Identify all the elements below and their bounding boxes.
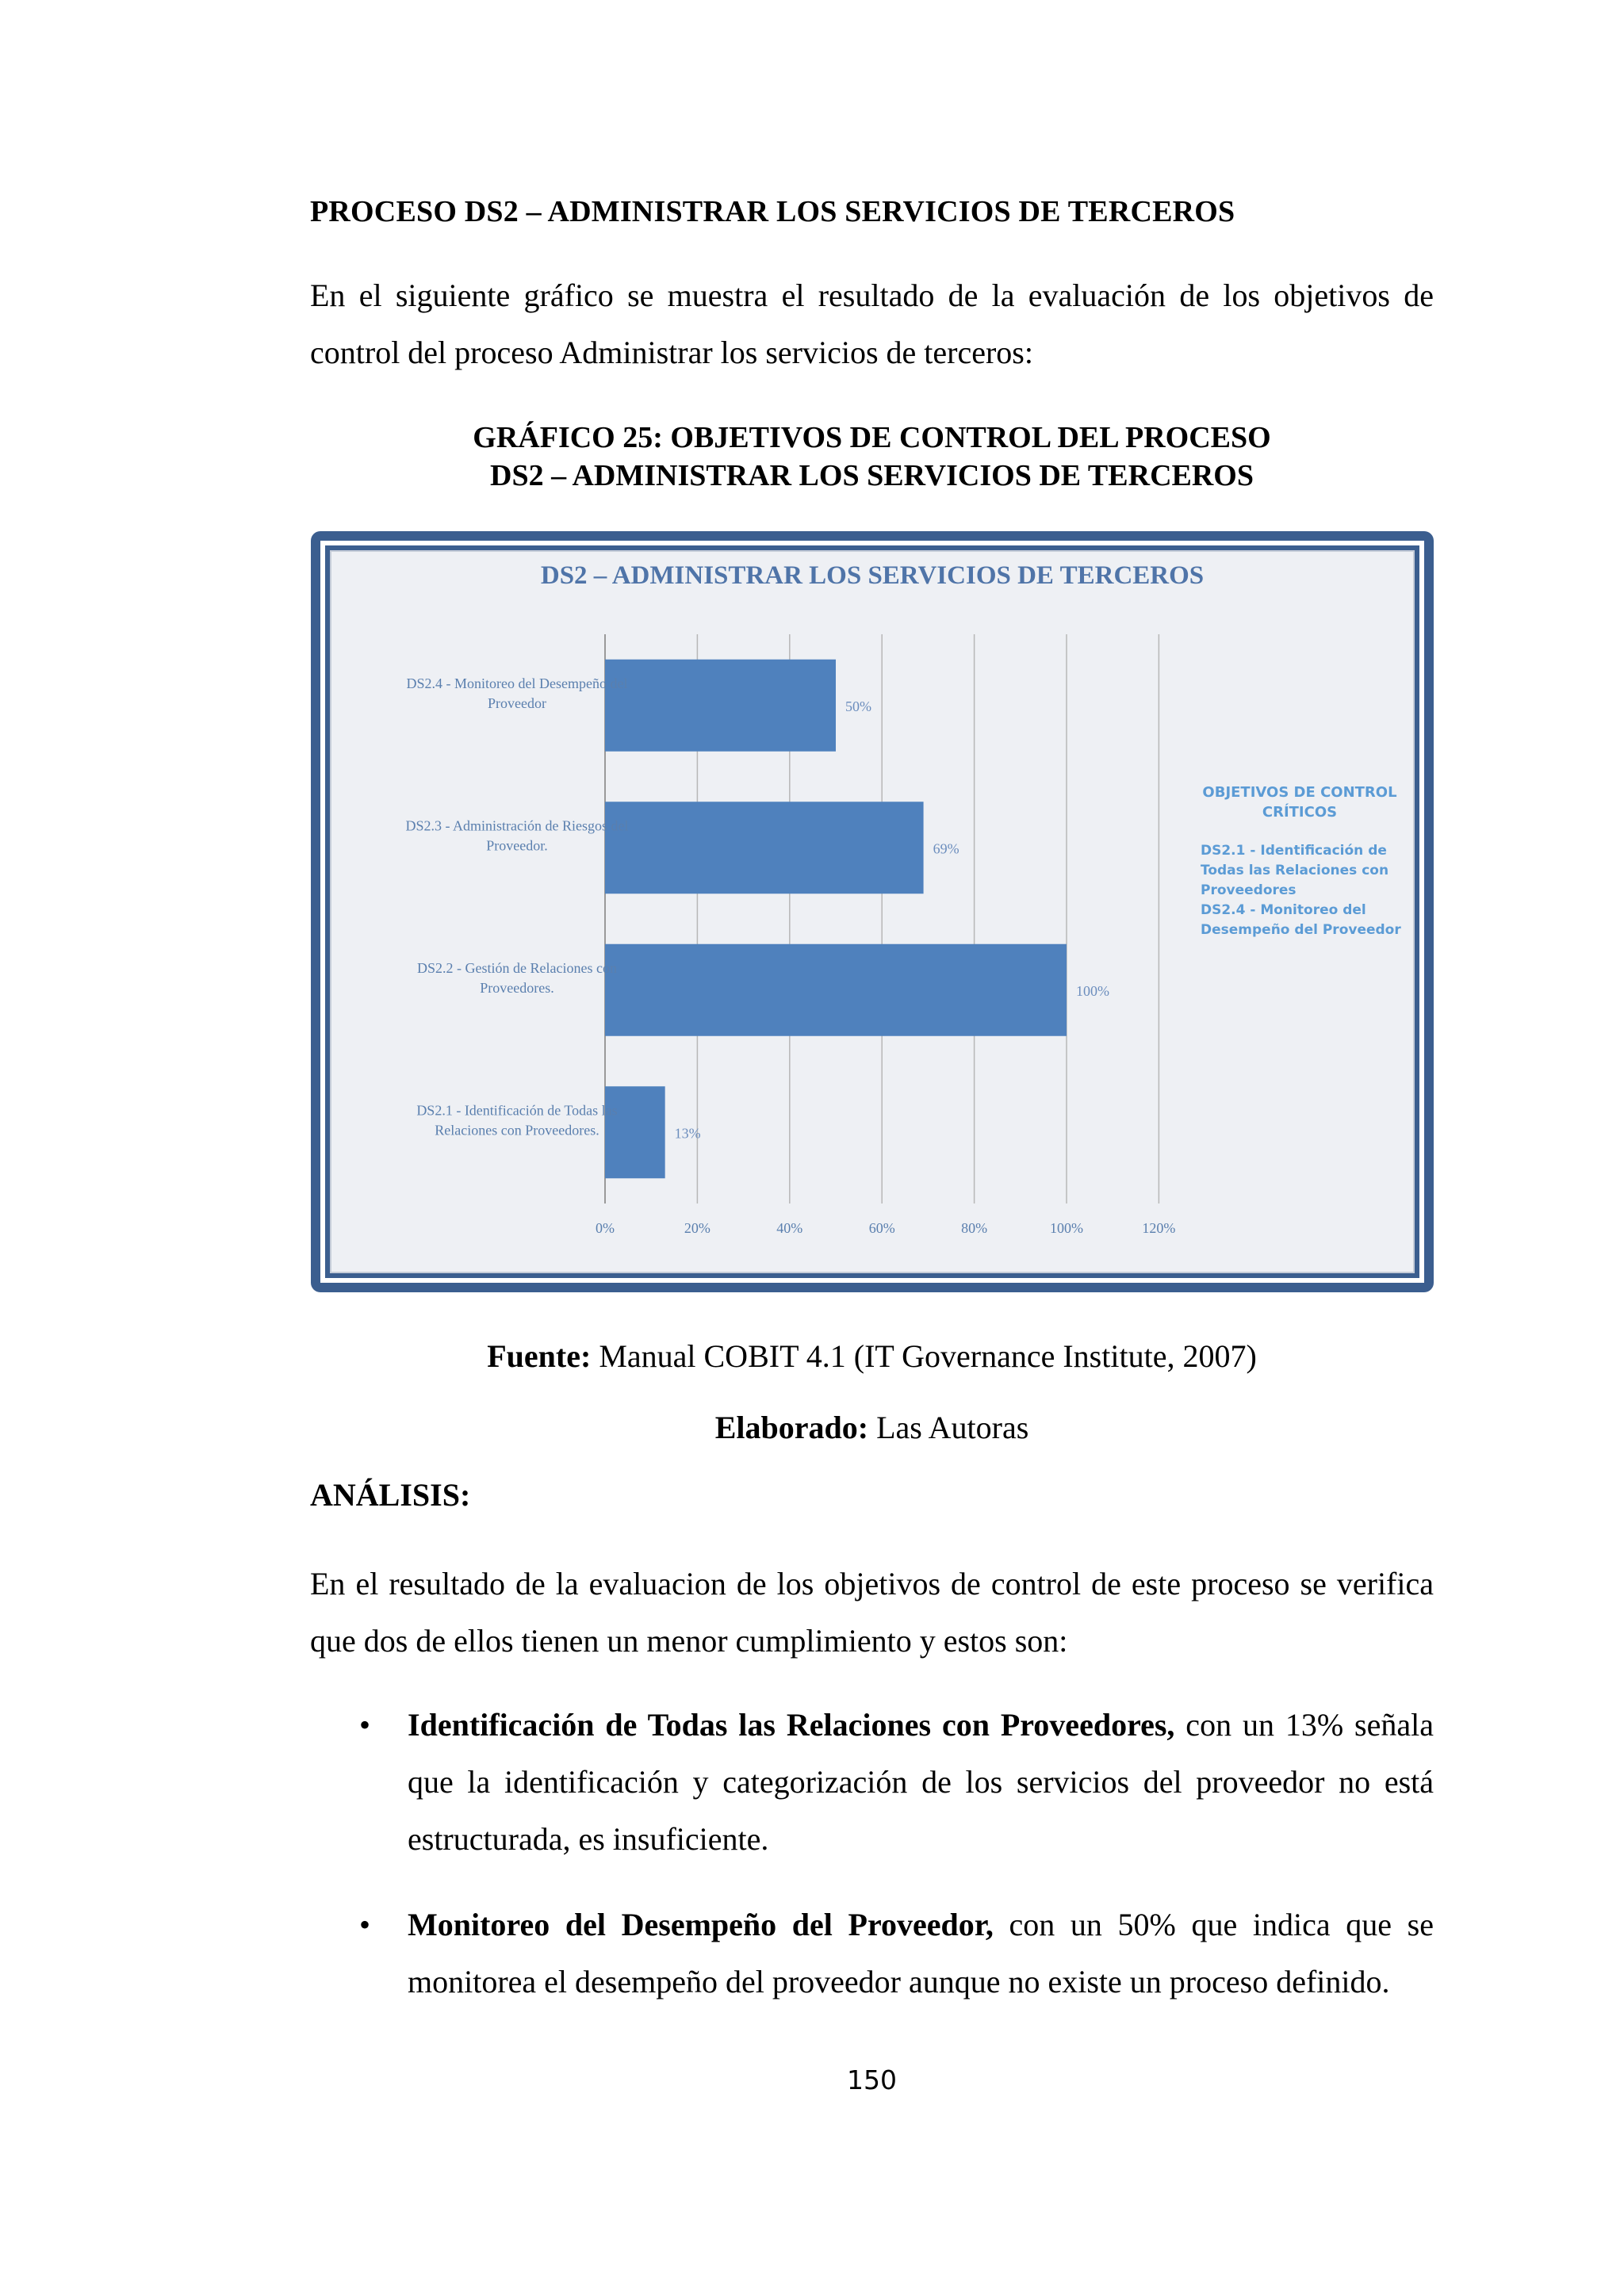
elaborated-text: Las Autoras (868, 1410, 1029, 1445)
category-label: Proveedor. (486, 837, 548, 854)
elaborated-label: Elaborado: (714, 1410, 869, 1445)
category-label: DS2.2 - Gestión de Relaciones con (417, 959, 617, 976)
finding-2-text: con un 50% que indica que se monitorea el desempeño del proveedor aunque no existe un proceso definido. (408, 1907, 1434, 1999)
x-tick-label: 20% (684, 1220, 710, 1236)
x-tick-label: 40% (776, 1220, 803, 1236)
bar (605, 802, 924, 894)
chart-frame (311, 531, 1434, 1292)
figure-elaborated (310, 1406, 1434, 1450)
chart-title: DS2 – ADMINISTRAR LOS SERVICIOS DE TERCEROS (540, 561, 1205, 590)
side-note-item: DS2.4 - Monitoreo del (1201, 902, 1366, 918)
figure-caption-line-1: GRÁFICO 25: OBJETIVOS DE CONTROL DEL PROCESO (473, 421, 1271, 454)
side-note-item: DS2.1 - Identificación de (1201, 843, 1387, 859)
x-tick-label: 0% (596, 1220, 615, 1236)
bullet-icon: • (359, 1707, 371, 1743)
finding-1-text: con un 13% señala que la identificación y categorización de los servicios del proveedor no está estructurada, es insuficiente. (408, 1707, 1434, 1857)
intro-paragraph: En el siguiente gráfico se muestra el resultado de la evaluación de los objetivos de control del proceso Administrar los servicios de terceros: (310, 277, 1434, 370)
bar (605, 944, 1067, 1036)
analysis-heading: ANÁLISIS: (310, 1477, 471, 1513)
side-note-item: Desempeño del Proveedor (1201, 922, 1401, 938)
category-label: Relaciones con Proveedores. (435, 1122, 599, 1138)
x-tick-label: 100% (1050, 1220, 1083, 1236)
x-tick-label: 120% (1142, 1220, 1176, 1236)
x-tick-label: 80% (961, 1220, 988, 1236)
x-tick-label: 60% (868, 1220, 895, 1236)
category-label: DS2.4 - Monitoreo del Desempeño del (406, 675, 628, 691)
figure-caption-line-2: DS2 – ADMINISTRAR LOS SERVICIOS DE TERCEROS (490, 459, 1254, 492)
category-label: Proveedor (488, 695, 546, 711)
page-number: 150 (847, 2064, 897, 2095)
section-heading: PROCESO DS2 – ADMINISTRAR LOS SERVICIOS DE TERCEROS (310, 195, 1235, 228)
analysis-paragraph: En el resultado de la evaluacion de los objetivos de control de este proceso se verifica que dos de ellos tienen un menor cumplimiento y estos son: (310, 1566, 1434, 1659)
finding-item-2 (310, 1896, 1434, 2011)
side-note-item: Proveedores (1201, 882, 1297, 898)
data-label: 50% (845, 698, 871, 714)
side-note-title: OBJETIVOS DE CONTROL (1202, 784, 1397, 801)
source-text: Manual COBIT 4.1 (IT Governance Institute, 2007) (591, 1338, 1257, 1374)
category-label: DS2.1 - Identificación de Todas las (416, 1102, 618, 1119)
side-note-item: Todas las Relaciones con (1201, 863, 1389, 878)
data-label: 100% (1076, 982, 1109, 999)
figure-source (310, 1334, 1434, 1379)
bullet-icon: • (359, 1907, 371, 1942)
figure-caption (310, 419, 1434, 495)
category-label: DS2.3 - Administración de Riesgos del (405, 817, 629, 834)
category-label: Proveedores. (480, 979, 554, 996)
bar (605, 1086, 665, 1178)
bar (605, 660, 836, 752)
bar-chart (311, 531, 1434, 1292)
data-label: 69% (933, 840, 959, 857)
findings-list (310, 1697, 1434, 2039)
finding-2-title: Monitoreo del Desempeño del Proveedor, (408, 1907, 994, 1942)
source-label: Fuente: (487, 1338, 592, 1374)
data-label: 13% (674, 1125, 701, 1142)
side-note-title: CRÍTICOS (1262, 804, 1338, 821)
finding-item-1 (310, 1697, 1434, 1868)
finding-1-title: Identificación de Todas las Relaciones con Proveedores, (408, 1707, 1175, 1743)
